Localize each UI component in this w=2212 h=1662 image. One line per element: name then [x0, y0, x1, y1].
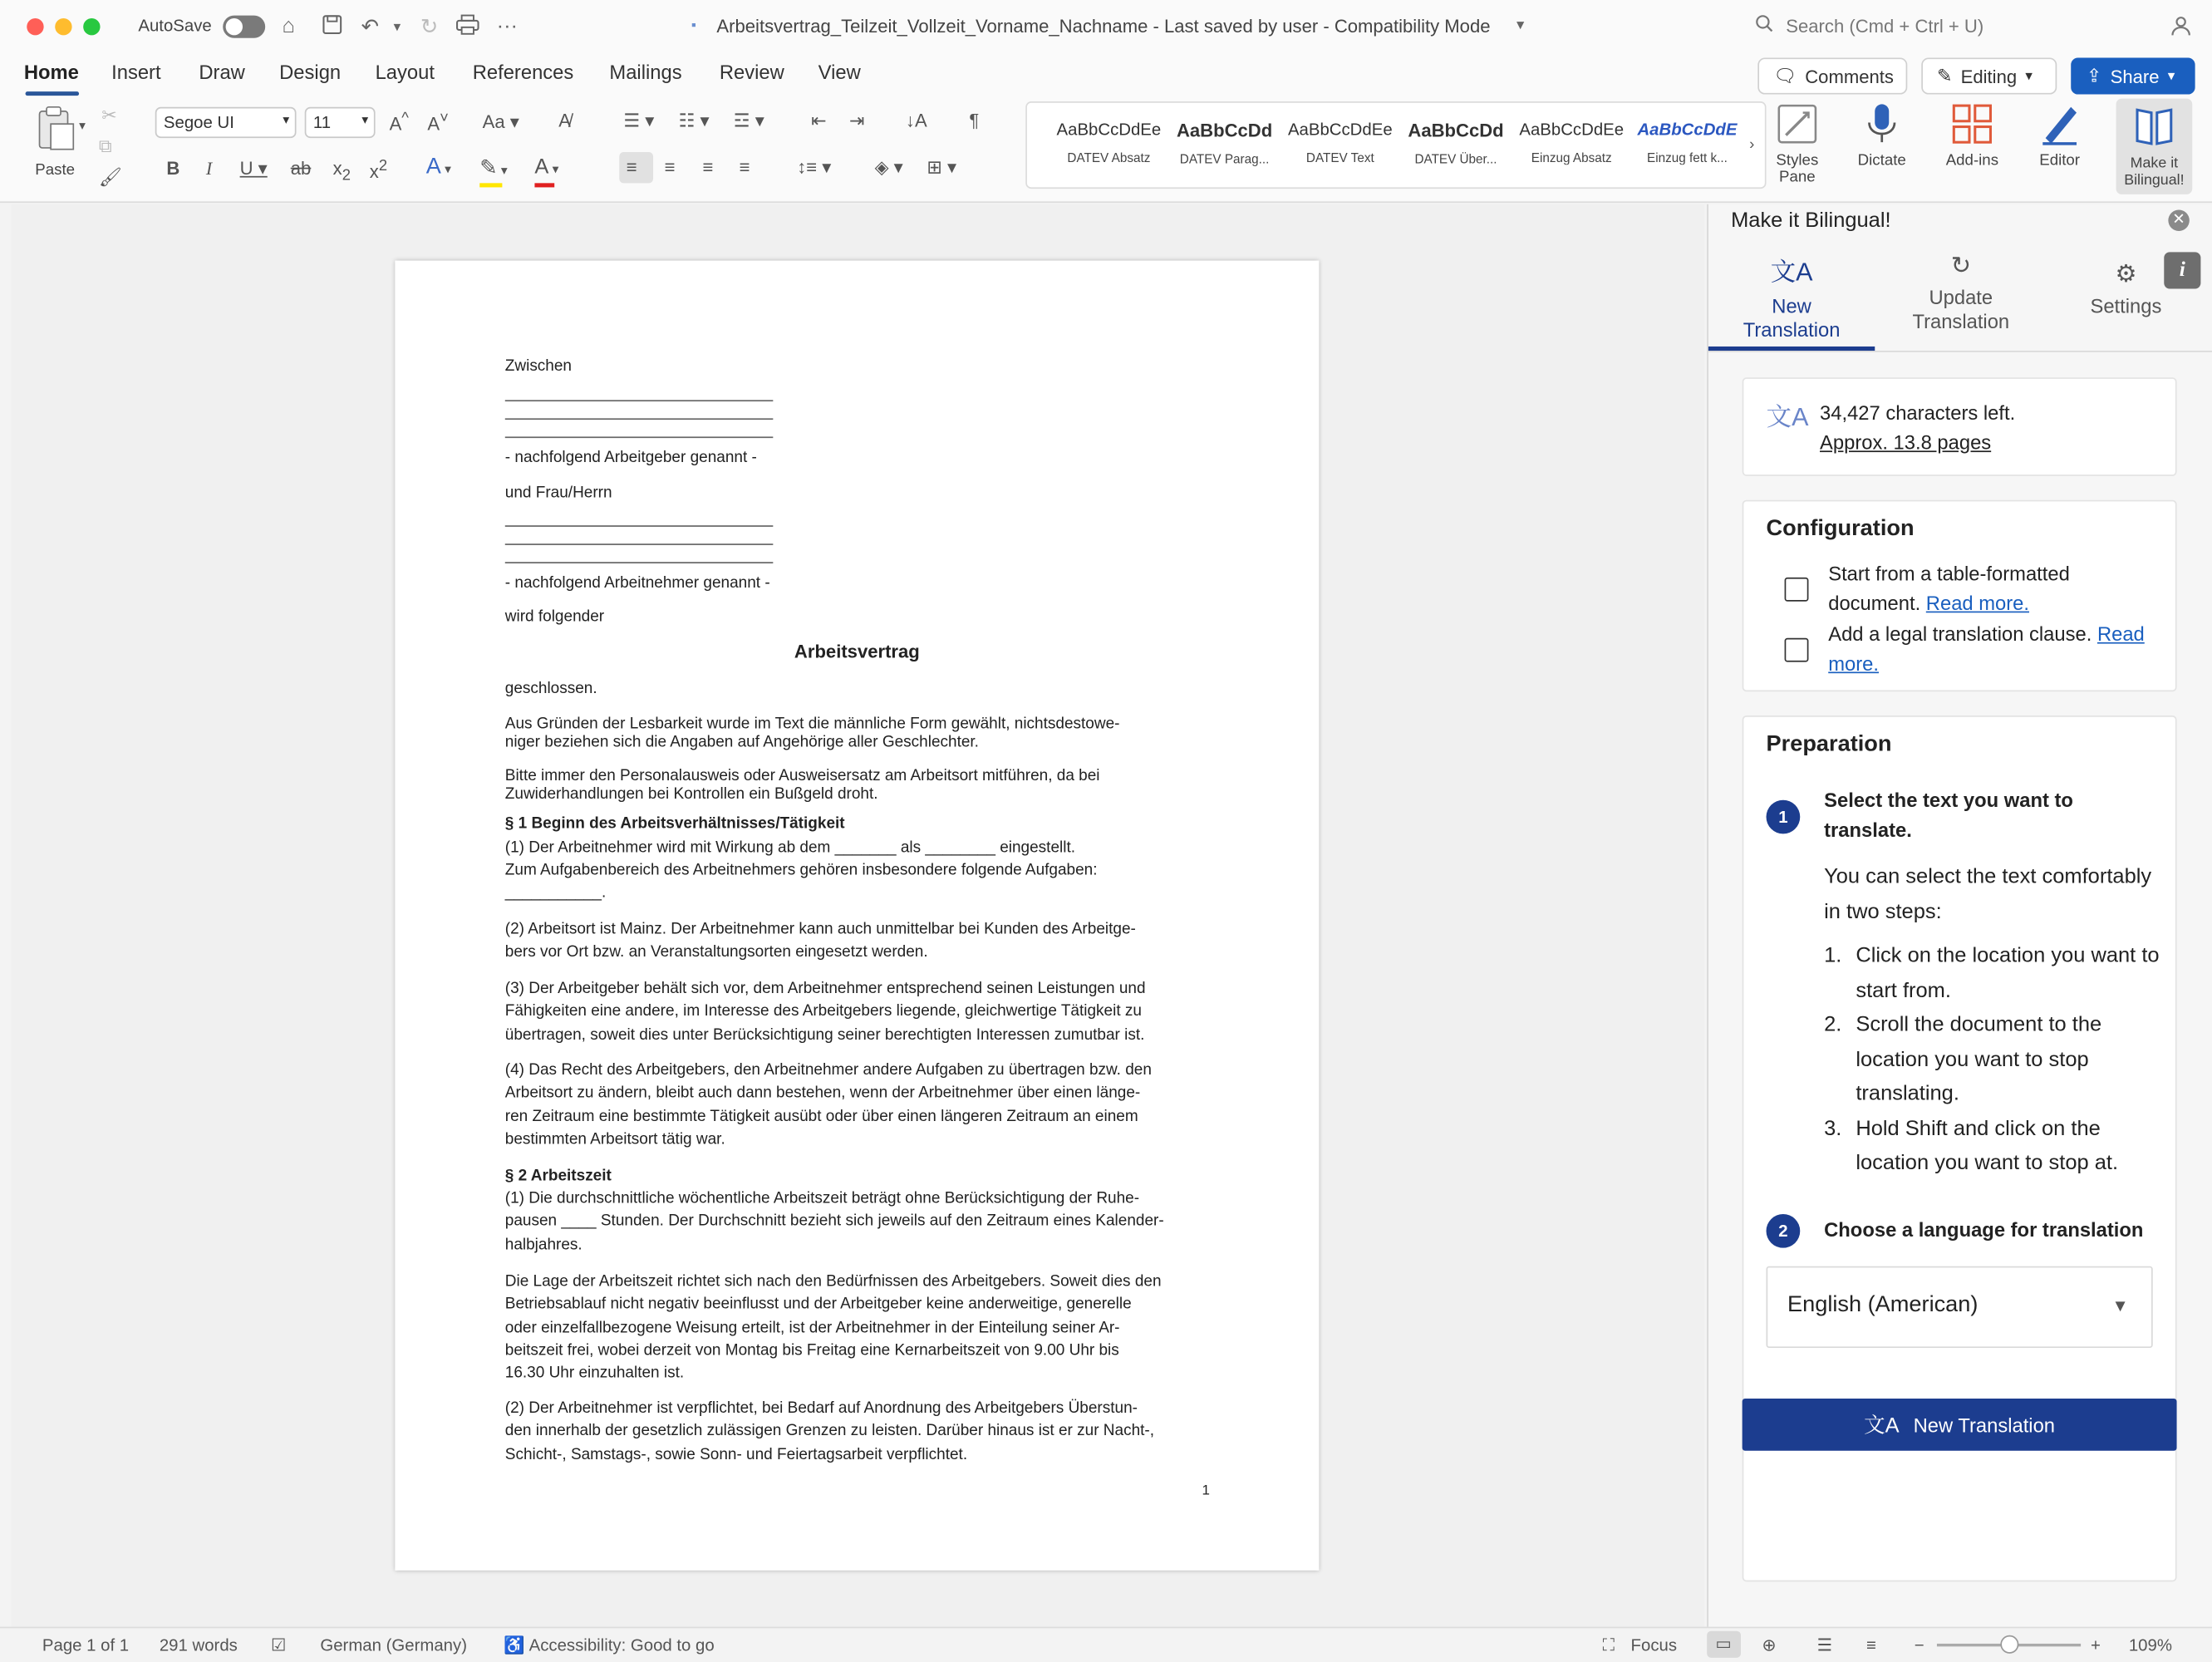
- proofing-icon[interactable]: ☑: [270, 1635, 287, 1655]
- doc-line: den innerhalb der gesetzlich zulässigen Grenzen zu leisten. Darüber hinaus ist er zur Nacht-,: [504, 1423, 1155, 1440]
- tab-label: Translation: [1743, 318, 1841, 342]
- text-effects-icon[interactable]: A ▾: [425, 155, 451, 179]
- page-count[interactable]: Page 1 of 1: [42, 1635, 130, 1655]
- doc-line: Arbeitsort zu ändern, bleibt auch dann bestehen, wenn der Arbeitnehmer über einen länge-: [504, 1084, 1141, 1102]
- accessibility-icon: ♿: [504, 1635, 525, 1655]
- instruction-number: 1.: [1824, 943, 1842, 968]
- tab-home[interactable]: Home: [23, 60, 79, 83]
- language-value: English (American): [1787, 1292, 1979, 1317]
- print-layout-view-button[interactable]: [1707, 1631, 1741, 1658]
- line-spacing-icon[interactable]: ↕≡ ▾: [797, 156, 832, 178]
- doc-line: pausen ____ Stunden. Der Durchschnitt bezieht sich jeweils auf den Zeitraum eines Kalender-: [504, 1212, 1164, 1231]
- new-translation-label: New Translation: [1913, 1413, 2056, 1436]
- search-placeholder: Search (Cmd + Ctrl + U): [1786, 15, 1984, 37]
- doc-paragraph: [505, 977, 1146, 1046]
- refresh-icon: ↻: [1950, 252, 1971, 279]
- style-datev-absatz[interactable]: [1052, 111, 1165, 179]
- styles-pane-icon: [1775, 101, 1820, 146]
- doc-text: geschlossen.: [504, 680, 597, 697]
- chevron-down-icon: ▾: [2025, 68, 2033, 84]
- make-it-bilingual-label: Make it Bilingual!: [2124, 155, 2185, 189]
- print-layout-icon: ▭: [1715, 1634, 1732, 1654]
- zoom-level[interactable]: 109%: [2128, 1635, 2172, 1655]
- bullets-icon[interactable]: ☰ ▾: [623, 110, 655, 131]
- signature-line: [505, 525, 774, 527]
- align-left-button[interactable]: [619, 152, 653, 183]
- tab-divider: [1708, 351, 2212, 352]
- doc-line: Fähigkeiten eine andere, im Interesse des Arbeitgebers liegende, gleichwertige Tätigkeit zu: [504, 1003, 1142, 1020]
- signature-line: [505, 562, 774, 563]
- gear-icon: ⚙: [2115, 260, 2137, 288]
- step2-title: Choose a language for translation: [1824, 1218, 2144, 1242]
- page-number: 1: [1202, 1483, 1210, 1499]
- tab-insert[interactable]: Insert: [111, 60, 161, 83]
- pane-title: Make it Bilingual!: [1731, 208, 1891, 233]
- doc-paragraph: [505, 1060, 1152, 1151]
- new-translation-button[interactable]: [1743, 1399, 2177, 1451]
- styles-pane-button[interactable]: [1757, 101, 1836, 186]
- font-size-value: 11: [312, 112, 332, 133]
- styles-pane-label: Styles Pane: [1776, 152, 1819, 186]
- doc-line: Betriebsablauf nicht negativ beeinflusst und der Arbeitgeber keine anderweitige, generelle: [504, 1296, 1132, 1314]
- microphone-icon: [1860, 101, 1905, 146]
- format-painter-icon[interactable]: 🖌: [98, 165, 122, 188]
- editor-label: Editor: [2039, 152, 2081, 170]
- style-sample: AaBbCcDdEe: [1519, 120, 1625, 140]
- autosave-toggle[interactable]: [223, 16, 265, 38]
- tab-new-translation[interactable]: [1708, 247, 1875, 351]
- highlight-icon[interactable]: ✎ ▾: [479, 156, 508, 180]
- highlight-color-swatch: [479, 183, 502, 187]
- comments-label: Comments: [1805, 65, 1894, 87]
- option-text: Add a legal translation clause.: [1828, 622, 2092, 646]
- copy-icon: ⧉: [98, 135, 112, 157]
- doc-text: - nachfolgend Arbeitnehmer genannt -: [504, 574, 770, 592]
- style-name: Einzug fett k...: [1647, 150, 1728, 165]
- doc-line: niger beziehen sich die Angaben auf Angehörige aller Geschlechter.: [504, 734, 979, 751]
- decrease-indent-icon[interactable]: ⇤: [811, 110, 827, 131]
- chevron-down-icon[interactable]: ▾: [393, 19, 401, 36]
- share-label: Share: [2110, 65, 2160, 87]
- signature-line: [505, 418, 774, 420]
- share-button[interactable]: [2071, 57, 2195, 94]
- align-center-icon[interactable]: ≡: [664, 156, 676, 178]
- option-text: Start from a table-formatted document.: [1828, 562, 2070, 614]
- increase-indent-icon[interactable]: ⇥: [849, 110, 865, 131]
- instruction-text: Click on the location you want to start from.: [1856, 943, 2160, 1002]
- style-name: DATEV Über...: [1414, 152, 1497, 166]
- make-it-bilingual-pane: [1707, 204, 2212, 1627]
- title-bar: [0, 0, 2212, 53]
- zoom-slider-thumb[interactable]: [2000, 1635, 2018, 1654]
- align-left-icon: ≡: [626, 156, 637, 178]
- doc-line: 16.30 Uhr einzuhalten ist.: [504, 1365, 685, 1383]
- tab-review[interactable]: Review: [719, 60, 784, 83]
- doc-text: Zum Aufgabenbereich des Arbeitnehmers gehören insbesondere folgende Aufgaben:: [504, 862, 1098, 879]
- doc-line: Bitte immer den Personalausweis oder Ausweisersatz am Arbeitsort mitführen, da bei: [504, 767, 1100, 785]
- doc-line: (2) Der Arbeitnehmer ist verpflichtet, bei Bedarf auf Anordnung des Arbeitgebers Überstun-: [504, 1399, 1138, 1418]
- table-format-option: [1828, 559, 2166, 618]
- doc-line: Schicht-, Samstags-, sowie Sonn- und Feiertagsarbeit verpflichtet.: [504, 1445, 968, 1463]
- doc-line: beitszeit frei, wobei derzeit von Montag bis Freitag eine Kernarbeitszeit von 9.00 Uhr bis: [504, 1342, 1119, 1360]
- italic-icon[interactable]: I: [205, 157, 213, 179]
- instruction-text: Hold Shift and click on the location you want to stop at.: [1856, 1116, 2119, 1175]
- step-badge: 1: [1767, 800, 1801, 834]
- tab-label: Settings: [2090, 294, 2162, 317]
- search-box[interactable]: [1743, 12, 2180, 42]
- doc-text: (1) Der Arbeitnehmer wird mit Wirkung ab dem _______ als ________ eingestellt.: [504, 839, 1076, 857]
- close-window-button[interactable]: [27, 18, 43, 35]
- show-formatting-icon[interactable]: ¶: [969, 110, 980, 131]
- step-badge: 2: [1767, 1214, 1801, 1248]
- ribbon-home: [0, 96, 2212, 203]
- chevron-down-icon: ▾: [361, 112, 369, 127]
- translate-icon: 文A: [1766, 402, 1809, 431]
- chevron-down-icon[interactable]: ▾: [79, 118, 86, 133]
- configuration-title: Configuration: [1766, 517, 1915, 541]
- document-icon: ▪: [691, 18, 696, 34]
- approx-pages: Approx. 13.8 pages: [1820, 430, 1992, 454]
- document-title[interactable]: Arbeitsvertrag_Teilzeit_Vollzeit_Vorname_Nachname - Last saved by user - Compatibility Mode: [716, 15, 1491, 37]
- doc-line: übertragen, soweit dies unter Berücksichtigung seiner berechtigten Interessen zumutbar ist.: [504, 1025, 1145, 1044]
- clear-formatting-icon[interactable]: A̸: [558, 110, 572, 131]
- editing-mode-button[interactable]: [1921, 57, 2057, 94]
- style-datev-paragraph[interactable]: [1168, 111, 1281, 179]
- justify-icon[interactable]: ≡: [739, 156, 750, 178]
- read-more-link[interactable]: Read more.: [1828, 622, 2145, 675]
- style-sample: AaBbCcDdEe: [1056, 120, 1162, 140]
- style-sample: AaBbCcDdE: [1637, 120, 1738, 140]
- instruction-list: [1824, 939, 2162, 1181]
- translate-icon: 文A: [1770, 258, 1813, 287]
- chevron-down-icon[interactable]: ▾: [1516, 17, 1525, 34]
- editor-button[interactable]: [2020, 101, 2099, 169]
- doc-text: und Frau/Herrn: [504, 484, 612, 502]
- word-count[interactable]: 291 words: [159, 1635, 238, 1655]
- signature-line: [505, 436, 774, 438]
- style-name: DATEV Parag...: [1179, 152, 1270, 166]
- font-size-select[interactable]: [305, 107, 376, 138]
- usage-card: [1743, 377, 2177, 476]
- focus-icon: ⛶: [1602, 1635, 1615, 1655]
- step1-title: Select the text you want to translate.: [1824, 789, 2073, 841]
- undo-icon[interactable]: ↶: [361, 15, 379, 40]
- style-sample: AaBbCcDdEe: [1287, 120, 1393, 140]
- chevron-down-icon: ▾: [2167, 68, 2175, 84]
- tab-label: Translation: [1912, 309, 2010, 332]
- doc-line: (2) Arbeitsort ist Mainz. Der Arbeitnehmer kann auch unmittelbar bei Kunden des Arbeitge-: [504, 921, 1136, 938]
- doc-paragraph: [505, 713, 1120, 755]
- instruction-number: 3.: [1824, 1116, 1842, 1141]
- share-icon: ⇪: [2086, 64, 2102, 86]
- account-icon[interactable]: [2170, 14, 2192, 42]
- zoom-in-icon[interactable]: +: [2090, 1635, 2101, 1655]
- align-right-icon[interactable]: ≡: [702, 156, 714, 178]
- change-case-icon[interactable]: Aa ▾: [482, 111, 519, 133]
- outline-view-icon[interactable]: ☰: [1816, 1635, 1832, 1655]
- shading-icon[interactable]: ◈ ▾: [874, 156, 903, 178]
- styles-gallery: [1025, 101, 1766, 189]
- numbering-icon[interactable]: ☷ ▾: [678, 110, 710, 131]
- style-datev-text[interactable]: [1284, 111, 1397, 179]
- font-color-icon[interactable]: A ▾: [534, 155, 559, 179]
- doc-line: Aus Gründen der Lesbarkeit wurde im Text die männliche Form gewählt, nichtsdestowe-: [504, 715, 1120, 733]
- clipboard-icon: [31, 104, 79, 152]
- signature-line: [505, 543, 774, 545]
- tab-design[interactable]: Design: [279, 60, 342, 83]
- tab-layout[interactable]: Layout: [375, 60, 435, 83]
- read-more-link[interactable]: Read more.: [1925, 591, 2030, 614]
- doc-line: bers vor Ort bzw. an Veranstaltungsorten eingesetzt werden.: [504, 944, 928, 961]
- section-heading: § 1 Beginn des Arbeitsverhältnisses/Tätigkeit: [504, 815, 845, 833]
- make-it-bilingual-button[interactable]: [2116, 99, 2193, 194]
- doc-line: ren Zeitraum eine bestimmte Tätigkeit ausübt oder über einen längeren Zeitraum an einem: [504, 1108, 1138, 1125]
- style-name: Einzug Absatz: [1531, 150, 1612, 165]
- maximize-window-button[interactable]: [83, 18, 100, 35]
- doc-line: (1) Die durchschnittliche wöchentliche Arbeitszeit beträgt ohne Berücksichtigung der Ruhe-: [504, 1190, 1140, 1207]
- legal-clause-checkbox[interactable]: [1785, 638, 1809, 662]
- more-icon[interactable]: ···: [496, 13, 519, 38]
- comments-button[interactable]: [1757, 57, 1907, 94]
- bilingual-book-icon: [2131, 104, 2176, 149]
- characters-left: 34,427 characters left.: [1820, 401, 2016, 425]
- redo-icon: ↻: [420, 15, 439, 40]
- style-sample: AaBbCcDd: [1176, 120, 1273, 141]
- doc-line: oder einzelfallbezogene Weisung erteilt, ist der Arbeitnehmer in der Einteilung seiner Ar-: [504, 1319, 1120, 1336]
- tab-settings[interactable]: [2067, 261, 2185, 317]
- pencil-icon: ✎: [1936, 64, 1953, 86]
- doc-text: ___________.: [504, 884, 607, 902]
- draft-view-icon[interactable]: ≡: [1866, 1635, 1876, 1655]
- tab-view[interactable]: View: [818, 60, 861, 83]
- doc-text: Zwischen: [504, 357, 573, 375]
- style-name: DATEV Absatz: [1067, 150, 1151, 165]
- instruction-item: [1824, 1112, 2162, 1181]
- section-heading: § 2 Arbeitszeit: [504, 1168, 612, 1185]
- document-heading: Arbeitsvertrag: [794, 641, 920, 662]
- document-page[interactable]: [395, 261, 1319, 1571]
- subscript-icon[interactable]: $x_2$: [332, 157, 351, 184]
- focus-button[interactable]: Focus: [1630, 1635, 1678, 1655]
- doc-paragraph: [505, 1271, 1162, 1385]
- doc-paragraph: [505, 918, 1136, 964]
- paste-button[interactable]: [22, 104, 87, 179]
- doc-paragraph: [505, 1397, 1154, 1466]
- sort-icon[interactable]: ↓A: [905, 110, 927, 131]
- home-icon[interactable]: ⌂: [282, 13, 295, 38]
- tab-label: New: [1772, 294, 1811, 317]
- tab-draw[interactable]: Draw: [199, 60, 245, 83]
- style-sample: AaBbCcDd: [1408, 120, 1504, 141]
- language-select[interactable]: [1767, 1266, 2153, 1348]
- zoom-out-icon[interactable]: −: [1914, 1635, 1924, 1655]
- doc-line: bestimmten Arbeitsort tätig war.: [504, 1130, 725, 1148]
- translate-icon: 文A: [1864, 1414, 1900, 1438]
- style-einzug-fett[interactable]: [1631, 111, 1744, 179]
- multilevel-list-icon[interactable]: ☲ ▾: [733, 110, 764, 131]
- add-ins-button[interactable]: [1933, 101, 2012, 169]
- signature-line: [505, 400, 774, 401]
- doc-paragraph: [505, 1187, 1164, 1256]
- superscript-icon[interactable]: $x^2$: [369, 157, 388, 183]
- tab-references[interactable]: References: [472, 60, 574, 83]
- font-color-swatch: [534, 183, 554, 187]
- info-icon[interactable]: i: [2164, 252, 2200, 288]
- doc-paragraph: [505, 765, 1100, 806]
- gallery-more-icon[interactable]: ›: [1749, 136, 1755, 154]
- grow-font-icon[interactable]: A^: [389, 110, 409, 135]
- print-icon[interactable]: [455, 14, 479, 41]
- editing-label: Editing: [1960, 65, 2018, 87]
- instruction-item: [1824, 1009, 2162, 1113]
- doc-line: Zuwiderhandlungen bei Kontrollen ein Bußgeld droht.: [504, 786, 878, 804]
- table-format-checkbox[interactable]: [1785, 578, 1809, 602]
- preparation-title: Preparation: [1766, 732, 1892, 757]
- paste-label: Paste: [35, 161, 76, 179]
- instruction-text: Scroll the document to the location you want to stop translating.: [1856, 1012, 2102, 1106]
- comment-icon: 🗨: [1773, 64, 1797, 86]
- underline-icon[interactable]: U ▾: [239, 157, 268, 179]
- close-pane-icon[interactable]: ✕: [2168, 210, 2189, 231]
- chevron-down-icon: ▾: [283, 112, 290, 127]
- instruction-item: [1824, 939, 2162, 1008]
- shrink-font-icon[interactable]: A˅: [427, 110, 449, 135]
- minimize-window-button[interactable]: [55, 18, 71, 35]
- doc-text: wird folgender: [504, 608, 605, 626]
- font-name-select[interactable]: [155, 107, 297, 138]
- style-name: DATEV Text: [1305, 150, 1374, 165]
- tab-mailings[interactable]: Mailings: [609, 60, 682, 83]
- step1-description: You can select the text comfortably in two steps:: [1824, 864, 2152, 924]
- preparation-card: [1743, 715, 2177, 1581]
- tab-label: Update: [1929, 286, 1993, 309]
- doc-line: halbjahres.: [504, 1236, 582, 1253]
- font-name-value: Segoe UI: [163, 112, 234, 133]
- accessibility-status[interactable]: Accessibility: Good to go: [528, 1635, 715, 1655]
- doc-text: - nachfolgend Arbeitgeber genannt -: [504, 449, 757, 467]
- style-datev-ueberschrift[interactable]: [1399, 111, 1512, 179]
- web-layout-icon[interactable]: ⊕: [1762, 1635, 1777, 1655]
- add-ins-icon: [1949, 101, 1994, 146]
- tab-update-translation[interactable]: [1878, 247, 2044, 351]
- chevron-down-icon: ▼: [2111, 1296, 2129, 1316]
- legal-clause-option: [1828, 620, 2166, 679]
- language-status[interactable]: German (Germany): [320, 1635, 467, 1655]
- bold-icon[interactable]: B: [166, 157, 180, 179]
- dictate-button[interactable]: [1842, 101, 1921, 169]
- cut-icon: ✂: [101, 104, 117, 125]
- autosave-label: AutoSave: [138, 15, 212, 36]
- ribbon-tab-bar: [0, 53, 2212, 96]
- add-ins-label: Add-ins: [1945, 152, 1999, 170]
- search-icon: [1755, 14, 1773, 37]
- doc-line: (3) Der Arbeitgeber behält sich vor, dem Arbeitnehmer entsprechend seinen Leistungen und: [504, 980, 1146, 997]
- doc-line: (4) Das Recht des Arbeitgebers, den Arbeitnehmer andere Aufgaben zu übertragen bzw. den: [504, 1061, 1152, 1079]
- style-einzug-absatz[interactable]: [1515, 111, 1628, 179]
- borders-icon[interactable]: ⊞ ▾: [927, 156, 957, 178]
- doc-line: Die Lage der Arbeitszeit richtet sich nach den Bedürfnissen des Arbeitgebers. Soweit dies den: [504, 1273, 1162, 1291]
- instruction-number: 2.: [1824, 1012, 1842, 1037]
- status-bar: [0, 1627, 2212, 1662]
- save-icon[interactable]: [322, 14, 342, 41]
- editor-icon: [2037, 101, 2082, 146]
- strikethrough-icon[interactable]: ab: [290, 157, 312, 179]
- dictate-label: Dictate: [1857, 152, 1906, 170]
- configuration-card: [1743, 500, 2177, 692]
